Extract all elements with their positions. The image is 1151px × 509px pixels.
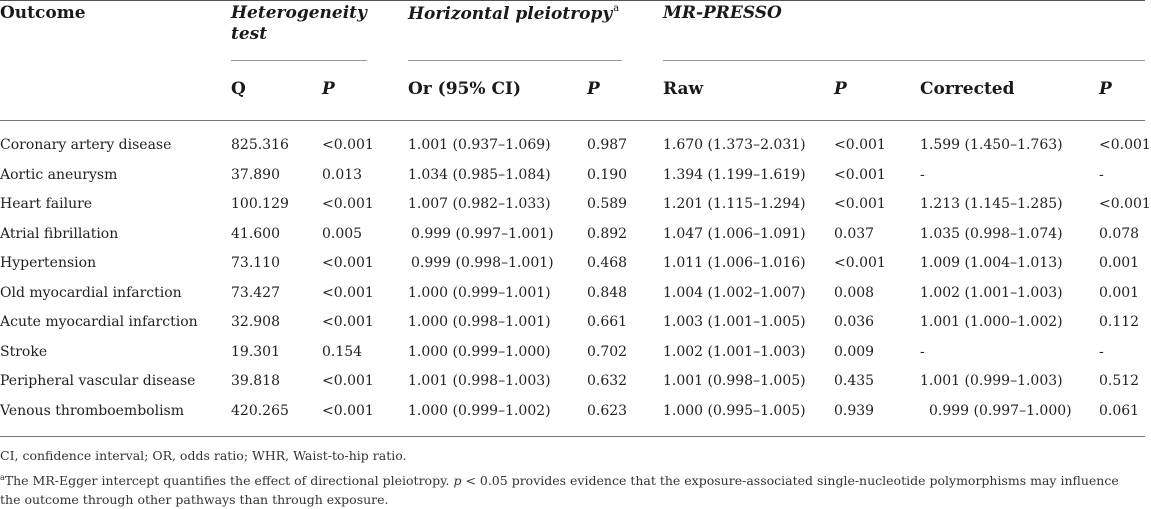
footnote-a-p: p (453, 473, 462, 488)
cell-raw: 1.201 (1.115–1.294) (663, 196, 806, 212)
header-p-raw: P (834, 79, 847, 99)
cell-raw: 1.004 (1.002–1.007) (663, 284, 806, 301)
header-p-corrected: P (1099, 79, 1112, 99)
cell-p-heterogeneity: <0.001 (322, 255, 374, 271)
cell-outcome: Coronary artery disease (0, 137, 172, 153)
footnote-a-marker: a (0, 473, 5, 482)
cell-p-pleiotropy: 0.987 (587, 137, 628, 153)
cell-p-raw: <0.001 (834, 166, 886, 183)
cell-p-heterogeneity: <0.001 (322, 196, 374, 212)
cell-raw: 1.047 (1.006–1.091) (663, 225, 806, 242)
cell-or: 1.001 (0.998–1.003) (408, 373, 551, 389)
cell-p-raw: 0.435 (834, 373, 875, 389)
cell-outcome: Atrial fibrillation (0, 225, 119, 242)
footnote-a (0, 468, 1140, 509)
cell-or: 1.000 (0.999–1.001) (408, 284, 551, 301)
cell-p-heterogeneity: 0.005 (322, 225, 363, 242)
cell-p-heterogeneity: <0.001 (322, 373, 374, 389)
cell-raw: 1.394 (1.199–1.619) (663, 166, 806, 183)
header-or: Or (95% CI) (408, 79, 521, 99)
cell-corrected: 0.999 (0.997–1.000) (929, 402, 1072, 419)
cell-corrected: - (920, 343, 925, 360)
cell-p-raw: <0.001 (834, 137, 886, 153)
cell-outcome: Aortic aneurysm (0, 166, 118, 183)
cell-p-corrected: 0.001 (1099, 284, 1140, 301)
header-mrpresso: MR-PRESSO (663, 3, 782, 23)
cell-raw: 1.000 (0.995–1.005) (663, 402, 806, 419)
cell-q: 37.890 (231, 166, 280, 183)
footnote-marker: a (613, 3, 620, 14)
cell-p-pleiotropy: 0.702 (587, 343, 628, 360)
cell-corrected: 1.213 (1.145–1.285) (920, 196, 1063, 212)
cell-raw: 1.670 (1.373–2.031) (663, 137, 806, 153)
cell-outcome: Acute myocardial infarction (0, 314, 198, 330)
cell-p-corrected: 0.001 (1099, 255, 1140, 271)
cell-p-raw: 0.036 (834, 314, 875, 330)
cell-p-heterogeneity: <0.001 (322, 402, 374, 419)
cell-p-corrected: - (1099, 343, 1104, 360)
cell-p-corrected: <0.001 (1099, 196, 1151, 212)
cell-p-heterogeneity: <0.001 (322, 137, 374, 153)
cell-q: 100.129 (231, 196, 289, 212)
cell-p-corrected: 0.061 (1099, 402, 1140, 419)
cell-p-corrected: 0.112 (1099, 314, 1140, 330)
cell-p-heterogeneity: <0.001 (322, 284, 374, 301)
header-p-heterogeneity: P (322, 79, 335, 99)
cell-q: 73.110 (231, 255, 280, 271)
cell-p-heterogeneity: 0.013 (322, 166, 363, 183)
cell-or: 1.000 (0.998–1.001) (408, 314, 551, 330)
cell-q: 39.818 (231, 373, 280, 389)
cell-p-corrected: <0.001 (1099, 137, 1151, 153)
header-q: Q (231, 79, 246, 99)
cell-corrected: 1.002 (1.001–1.003) (920, 284, 1063, 301)
cell-q: 825.316 (231, 137, 289, 153)
footnote-a-text-1: The MR-Egger intercept quantifies the effect of directional pleiotropy. (4, 473, 450, 488)
cell-p-pleiotropy: 0.661 (587, 314, 628, 330)
cell-q: 420.265 (231, 402, 289, 419)
cell-or: 1.001 (0.937–1.069) (408, 137, 551, 153)
heterogeneity-underline (231, 60, 367, 61)
cell-p-raw: 0.939 (834, 402, 875, 419)
cell-or: 0.999 (0.998–1.001) (411, 255, 554, 271)
cell-p-pleiotropy: 0.190 (587, 166, 628, 183)
cell-p-heterogeneity: 0.154 (322, 343, 363, 360)
cell-p-pleiotropy: 0.468 (587, 255, 628, 271)
cell-or: 1.007 (0.982–1.033) (408, 196, 551, 212)
cell-or: 1.000 (0.999–1.002) (408, 402, 551, 419)
cell-or: 1.034 (0.985–1.084) (408, 166, 551, 183)
cell-p-corrected: 0.078 (1099, 225, 1140, 242)
header-p-pleiotropy: P (587, 79, 600, 99)
header-pleiotropy (408, 3, 619, 24)
cell-outcome: Hypertension (0, 255, 97, 271)
cell-corrected: 1.001 (1.000–1.002) (920, 314, 1063, 330)
cell-p-raw: 0.009 (834, 343, 875, 360)
cell-outcome: Venous thromboembolism (0, 402, 185, 419)
cell-outcome: Peripheral vascular disease (0, 373, 196, 389)
mrpresso-underline (663, 60, 1145, 61)
cell-corrected: 1.599 (1.450–1.763) (920, 137, 1063, 153)
cell-p-pleiotropy: 0.589 (587, 196, 628, 212)
cell-raw: 1.002 (1.001–1.003) (663, 343, 806, 360)
cell-p-pleiotropy: 0.892 (587, 225, 628, 242)
cell-p-heterogeneity: <0.001 (322, 314, 374, 330)
cell-corrected: 1.009 (1.004–1.013) (920, 255, 1063, 271)
cell-q: 73.427 (231, 284, 280, 301)
cell-p-raw: <0.001 (834, 255, 886, 271)
cell-p-pleiotropy: 0.623 (587, 402, 628, 419)
cell-p-raw: 0.008 (834, 284, 875, 301)
cell-p-pleiotropy: 0.632 (587, 373, 628, 389)
header-bottom-rule (0, 120, 1145, 121)
cell-outcome: Heart failure (0, 196, 93, 212)
header-corrected: Corrected (920, 79, 1015, 99)
header-heterogeneity: Heterogeneity test (231, 3, 367, 44)
cell-outcome: Old myocardial infarction (0, 284, 182, 301)
footnote-abbreviations: CI, confidence interval; OR, odds ratio; WHR, Waist-to-hip ratio. (0, 448, 407, 463)
cell-q: 41.600 (231, 225, 280, 242)
table-top-rule (0, 0, 1145, 1)
table-bottom-rule (0, 436, 1145, 437)
cell-p-pleiotropy: 0.848 (587, 284, 628, 301)
cell-or: 1.000 (0.999–1.000) (408, 343, 551, 360)
cell-raw: 1.011 (1.006–1.016) (663, 255, 806, 271)
cell-p-corrected: - (1099, 166, 1104, 183)
cell-raw: 1.003 (1.001–1.005) (663, 314, 806, 330)
cell-outcome: Stroke (0, 343, 48, 360)
footnote-a-text-2: < 0.05 provides evidence that the exposure-associated single-nucleotide polymorphisms may influence the outcome through other pathways than through exposure. (0, 473, 1119, 507)
cell-p-raw: 0.037 (834, 225, 875, 242)
cell-p-corrected: 0.512 (1099, 373, 1140, 389)
header-raw: Raw (663, 79, 704, 99)
cell-corrected: 1.035 (0.998–1.074) (920, 225, 1063, 242)
header-pleiotropy-text: Horizontal pleiotropy (408, 4, 613, 24)
cell-raw: 1.001 (0.998–1.005) (663, 373, 806, 389)
cell-corrected: 1.001 (0.999–1.003) (920, 373, 1063, 389)
cell-q: 19.301 (231, 343, 280, 360)
cell-q: 32.908 (231, 314, 280, 330)
header-outcome: Outcome (0, 3, 86, 23)
cell-corrected: - (920, 166, 925, 183)
cell-p-raw: <0.001 (834, 196, 886, 212)
cell-or: 0.999 (0.997–1.001) (411, 225, 554, 242)
pleiotropy-underline (408, 60, 622, 61)
